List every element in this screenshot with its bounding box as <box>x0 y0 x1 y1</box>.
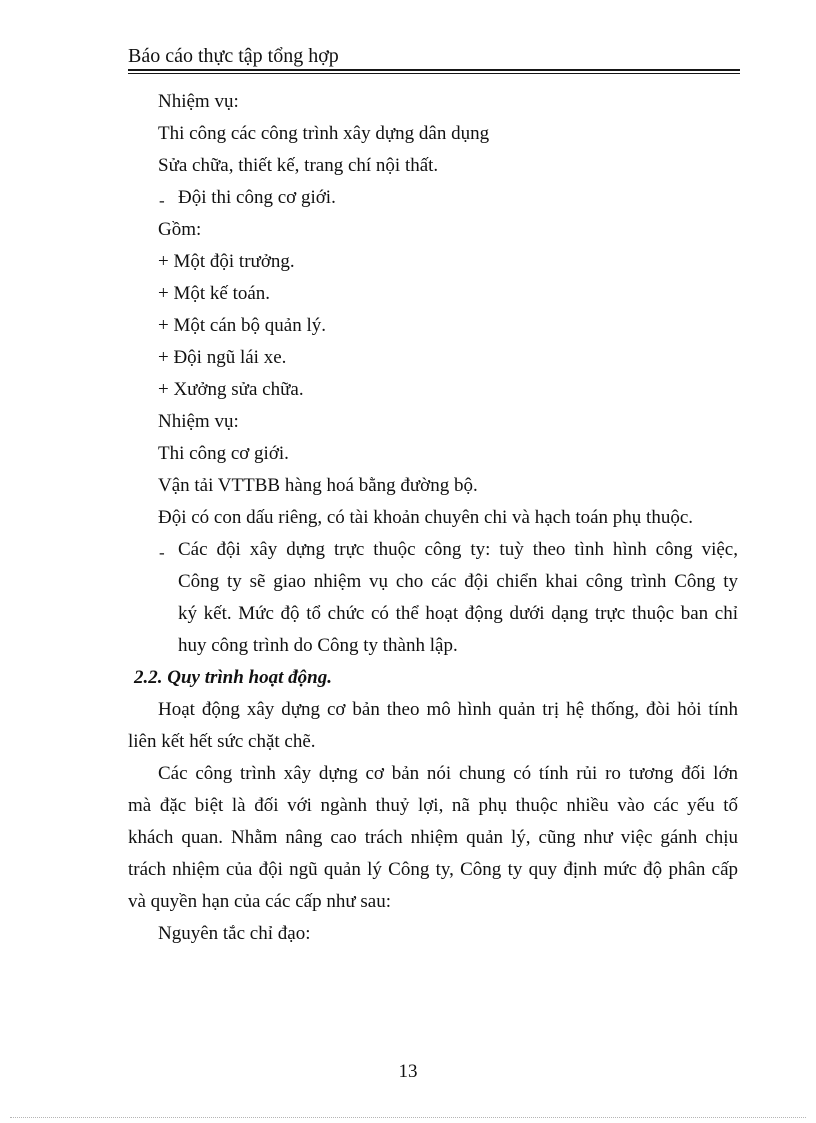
text-line: Các công trình xây dựng cơ bản nói chung có tính rủi ro tương đối lớn <box>158 763 738 784</box>
bullet-text: Các đội xây dựng trực thuộc công ty: tuỳ theo tình hình công việc, <box>178 539 738 560</box>
text-line: + Xưởng sửa chữa. <box>158 379 304 400</box>
text-line: Nhiệm vụ: <box>158 91 239 112</box>
bullet-text: Đội thi công cơ giới. <box>178 187 336 208</box>
text-line: Gồm: <box>158 219 202 240</box>
text-line: Sửa chữa, thiết kế, trang chí nội thất. <box>158 155 439 176</box>
text-line: liên kết hết sức chặt chẽ. <box>128 731 316 752</box>
text-line: Nguyên tắc chỉ đạo: <box>158 923 311 944</box>
text-line: + Một cán bộ quản lý. <box>158 315 326 336</box>
text-line: Công ty sẽ giao nhiệm vụ cho các đội chiển khai công trình Công ty <box>178 571 738 592</box>
text-line: trách nhiệm của đội ngũ quản lý Công ty, Công ty quy định mức độ phân cấp <box>128 859 738 880</box>
text-line: + Một đội trưởng. <box>158 251 295 272</box>
running-header-title: Báo cáo thực tập tổng hợp <box>128 45 339 67</box>
text-line: và quyền hạn của các cấp như sau: <box>128 891 391 912</box>
text-line: Đội có con dấu riêng, có tài khoản chuyên chi và hạch toán phụ thuộc. <box>158 507 693 528</box>
bullet-line <box>128 182 738 214</box>
section-heading-2-2: 2.2. Quy trình hoạt động. <box>134 667 332 688</box>
document-body <box>128 86 738 950</box>
header-double-rule <box>128 69 740 74</box>
page-number: 13 <box>398 1061 418 1082</box>
bullet-line <box>128 534 738 566</box>
text-line: + Đội ngũ lái xe. <box>158 347 287 368</box>
text-line: mà đặc biệt là đối với ngành thuỷ lợi, nã phụ thuộc nhiều vào các yếu tố <box>128 795 738 816</box>
text-line: khách quan. Nhằm nâng cao trách nhiệm quản lý, cũng như việc gánh chịu <box>128 827 738 848</box>
scan-edge-line <box>10 1117 806 1118</box>
text-line: Thi công các công trình xây dựng dân dụng <box>158 123 490 144</box>
dash-bullet-marker: - <box>159 191 165 210</box>
text-line: + Một kế toán. <box>158 283 271 304</box>
text-line: Nhiệm vụ: <box>158 411 239 432</box>
text-line: Vận tải VTTBB hàng hoá bằng đường bộ. <box>158 475 478 496</box>
dash-bullet-marker: - <box>159 543 165 562</box>
text-line: Hoạt động xây dựng cơ bản theo mô hình quản trị hệ thống, đòi hỏi tính <box>158 699 738 720</box>
text-line: huy công trình do Công ty thành lập. <box>178 635 458 656</box>
text-line: ký kết. Mức độ tổ chức có thể hoạt động dưới dạng trực thuộc ban chỉ <box>178 603 738 624</box>
text-line: Thi công cơ giới. <box>158 443 289 464</box>
